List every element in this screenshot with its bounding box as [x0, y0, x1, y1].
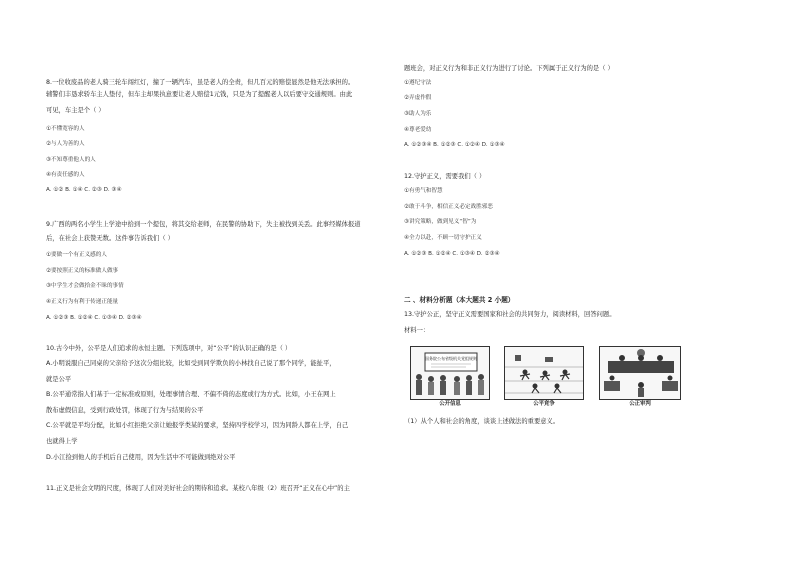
public-information-illustration-svg	[411, 347, 490, 400]
question-10-line-7: 也就得上学	[46, 438, 78, 445]
question-9-option-4: ④正义行为有利于传递正能量	[46, 299, 119, 305]
caption-public-information: 公开信息	[439, 401, 461, 407]
question-8-answers: A. ①② B. ①④ C. ②③ D. ③④	[46, 187, 122, 193]
question-11-option-4: ④尊老爱幼	[404, 127, 432, 133]
question-11-option-3: ③助人为乐	[404, 111, 432, 117]
question-12-option-4: ④全力以赴，不顾一切守护正义	[404, 235, 482, 241]
question-12-line-1: 12.守护正义，需要我们（ ）	[404, 173, 486, 180]
question-9-option-3: ③中学生才会做拾金不昧的事情	[46, 283, 124, 289]
question-8-option-4: ④有责任感的人	[46, 172, 85, 178]
question-10-line-4: B.公平通常指人们基于一定标准或原则，处理事情合理、不偏不倚的态度或行为方式。比如，小王在网上	[46, 391, 336, 398]
question-8-line-2: 辅警们丰恳求轿车主人垫付，但车主却果执意要让老人赔偿1元钱，只是为了提醒老人以后要守交通规则。由此	[46, 91, 353, 98]
question-8-option-2: ②与人为善的人	[46, 141, 85, 147]
question-11-option-2: ②弄虚作假	[404, 95, 432, 101]
question-8-line-3: 可见，车主是个（ ）	[46, 107, 105, 114]
question-9-line-2: 后，在社会上获赞无数。这件事告诉我们（ ）	[46, 235, 174, 242]
question-11-cont-line-1: 题班会，对正义行为和非正义行为进行了讨论。下列属于正义行为的是（ ）	[404, 65, 614, 72]
section-2-title: 二 、材料分析题（本大题共 2 小题）	[404, 296, 515, 304]
question-8-option-3: ③不知尊重他人的人	[46, 157, 96, 163]
question-8-line-1: 8.一位收废品的老人骑三轮车闯红灯，撞了一辆汽车，虽是老人的全责，但几百元的赔偿显然是他无法承担的。	[46, 79, 355, 86]
question-11-line-1: 11.正义是社会文明的尺度，体现了人们对美好社会的期待和追求。某校八年级（2）班召开“正义在心中”的主	[46, 485, 350, 492]
sub-question-1-line: （1）从个人和社会的角度，谈谈上述做法的重要意义。	[404, 418, 560, 425]
question-10-line-6: C.公平就是平均分配，比如小红拒绝父亲让她报学类某的要求，坚持四学校学习，因为同龄人都在上学，自己	[46, 422, 349, 429]
question-10-line-2: A.小明说服自己同桌的父亲给予这次分组比较，比如受到同学欺负的小林找自己说了那个同学，能扯平，	[46, 360, 336, 367]
question-11-option-1: ①遵纪守法	[404, 80, 432, 86]
question-12-option-2: ②敢于斗争，相信正义必定战胜邪恶	[404, 204, 493, 210]
caption-fair-competition: 公平竞争	[533, 401, 555, 407]
question-9-option-1: ①要做一个有正义感的人	[46, 252, 107, 258]
question-9-option-2: ②要按照正义的标准做人做事	[46, 268, 119, 274]
caption-fair-trial: 公正审判	[629, 401, 651, 407]
fair-trial-illustration-svg	[600, 347, 681, 400]
question-13-line: 13.守护公正，坚守正义需要国家和社会的共同努力，阅读材料，回答问题。	[404, 311, 616, 318]
question-10-line-3: 就是公平	[46, 376, 72, 383]
question-12-option-1: ①有勇气和智慧	[404, 188, 443, 194]
question-11-answers: A. ①②③④ B. ①②③ C. ①②④ D. ①③④	[404, 142, 505, 148]
fair-competition-illustration-svg	[505, 347, 584, 400]
question-12-option-3: ③讲究策略，做到见义“智”为	[404, 219, 477, 225]
question-12-answers: A. ①②③ B. ①②④ C. ①③④ D. ②③④	[404, 251, 500, 257]
question-9-answers: A. ①②③ B. ①②④ C. ①③④ D. ②③④	[46, 315, 142, 321]
material-1-label: 材料一：	[404, 327, 430, 334]
question-10-line-1: 10.古今中外，公平是人们追求的永恒主题。下列选项中，对“公平”的认识正确的是（ ）	[46, 345, 292, 352]
illustration-fair-competition	[504, 346, 584, 400]
sign-text: 国务院公布省级机关党组规则	[425, 356, 477, 361]
illustration-fair-trial	[599, 346, 681, 400]
question-9-line-1: 9.广西的两名小学生上学途中拾到一个提包，将其交给老师，在民警的协助下，失主被找到关丢。此事经媒体报道	[46, 221, 361, 228]
question-10-line-5: 散布虚假信息，受到行政处罚，体现了行为与结果的公平	[46, 407, 204, 414]
question-8-option-1: ①不懂宽容的人	[46, 126, 85, 132]
question-10-line-8: D.小江捡到他人的手机后自己使用，因为生活中不可能做到绝对公平	[46, 454, 236, 461]
illustration-public-information	[410, 346, 490, 400]
